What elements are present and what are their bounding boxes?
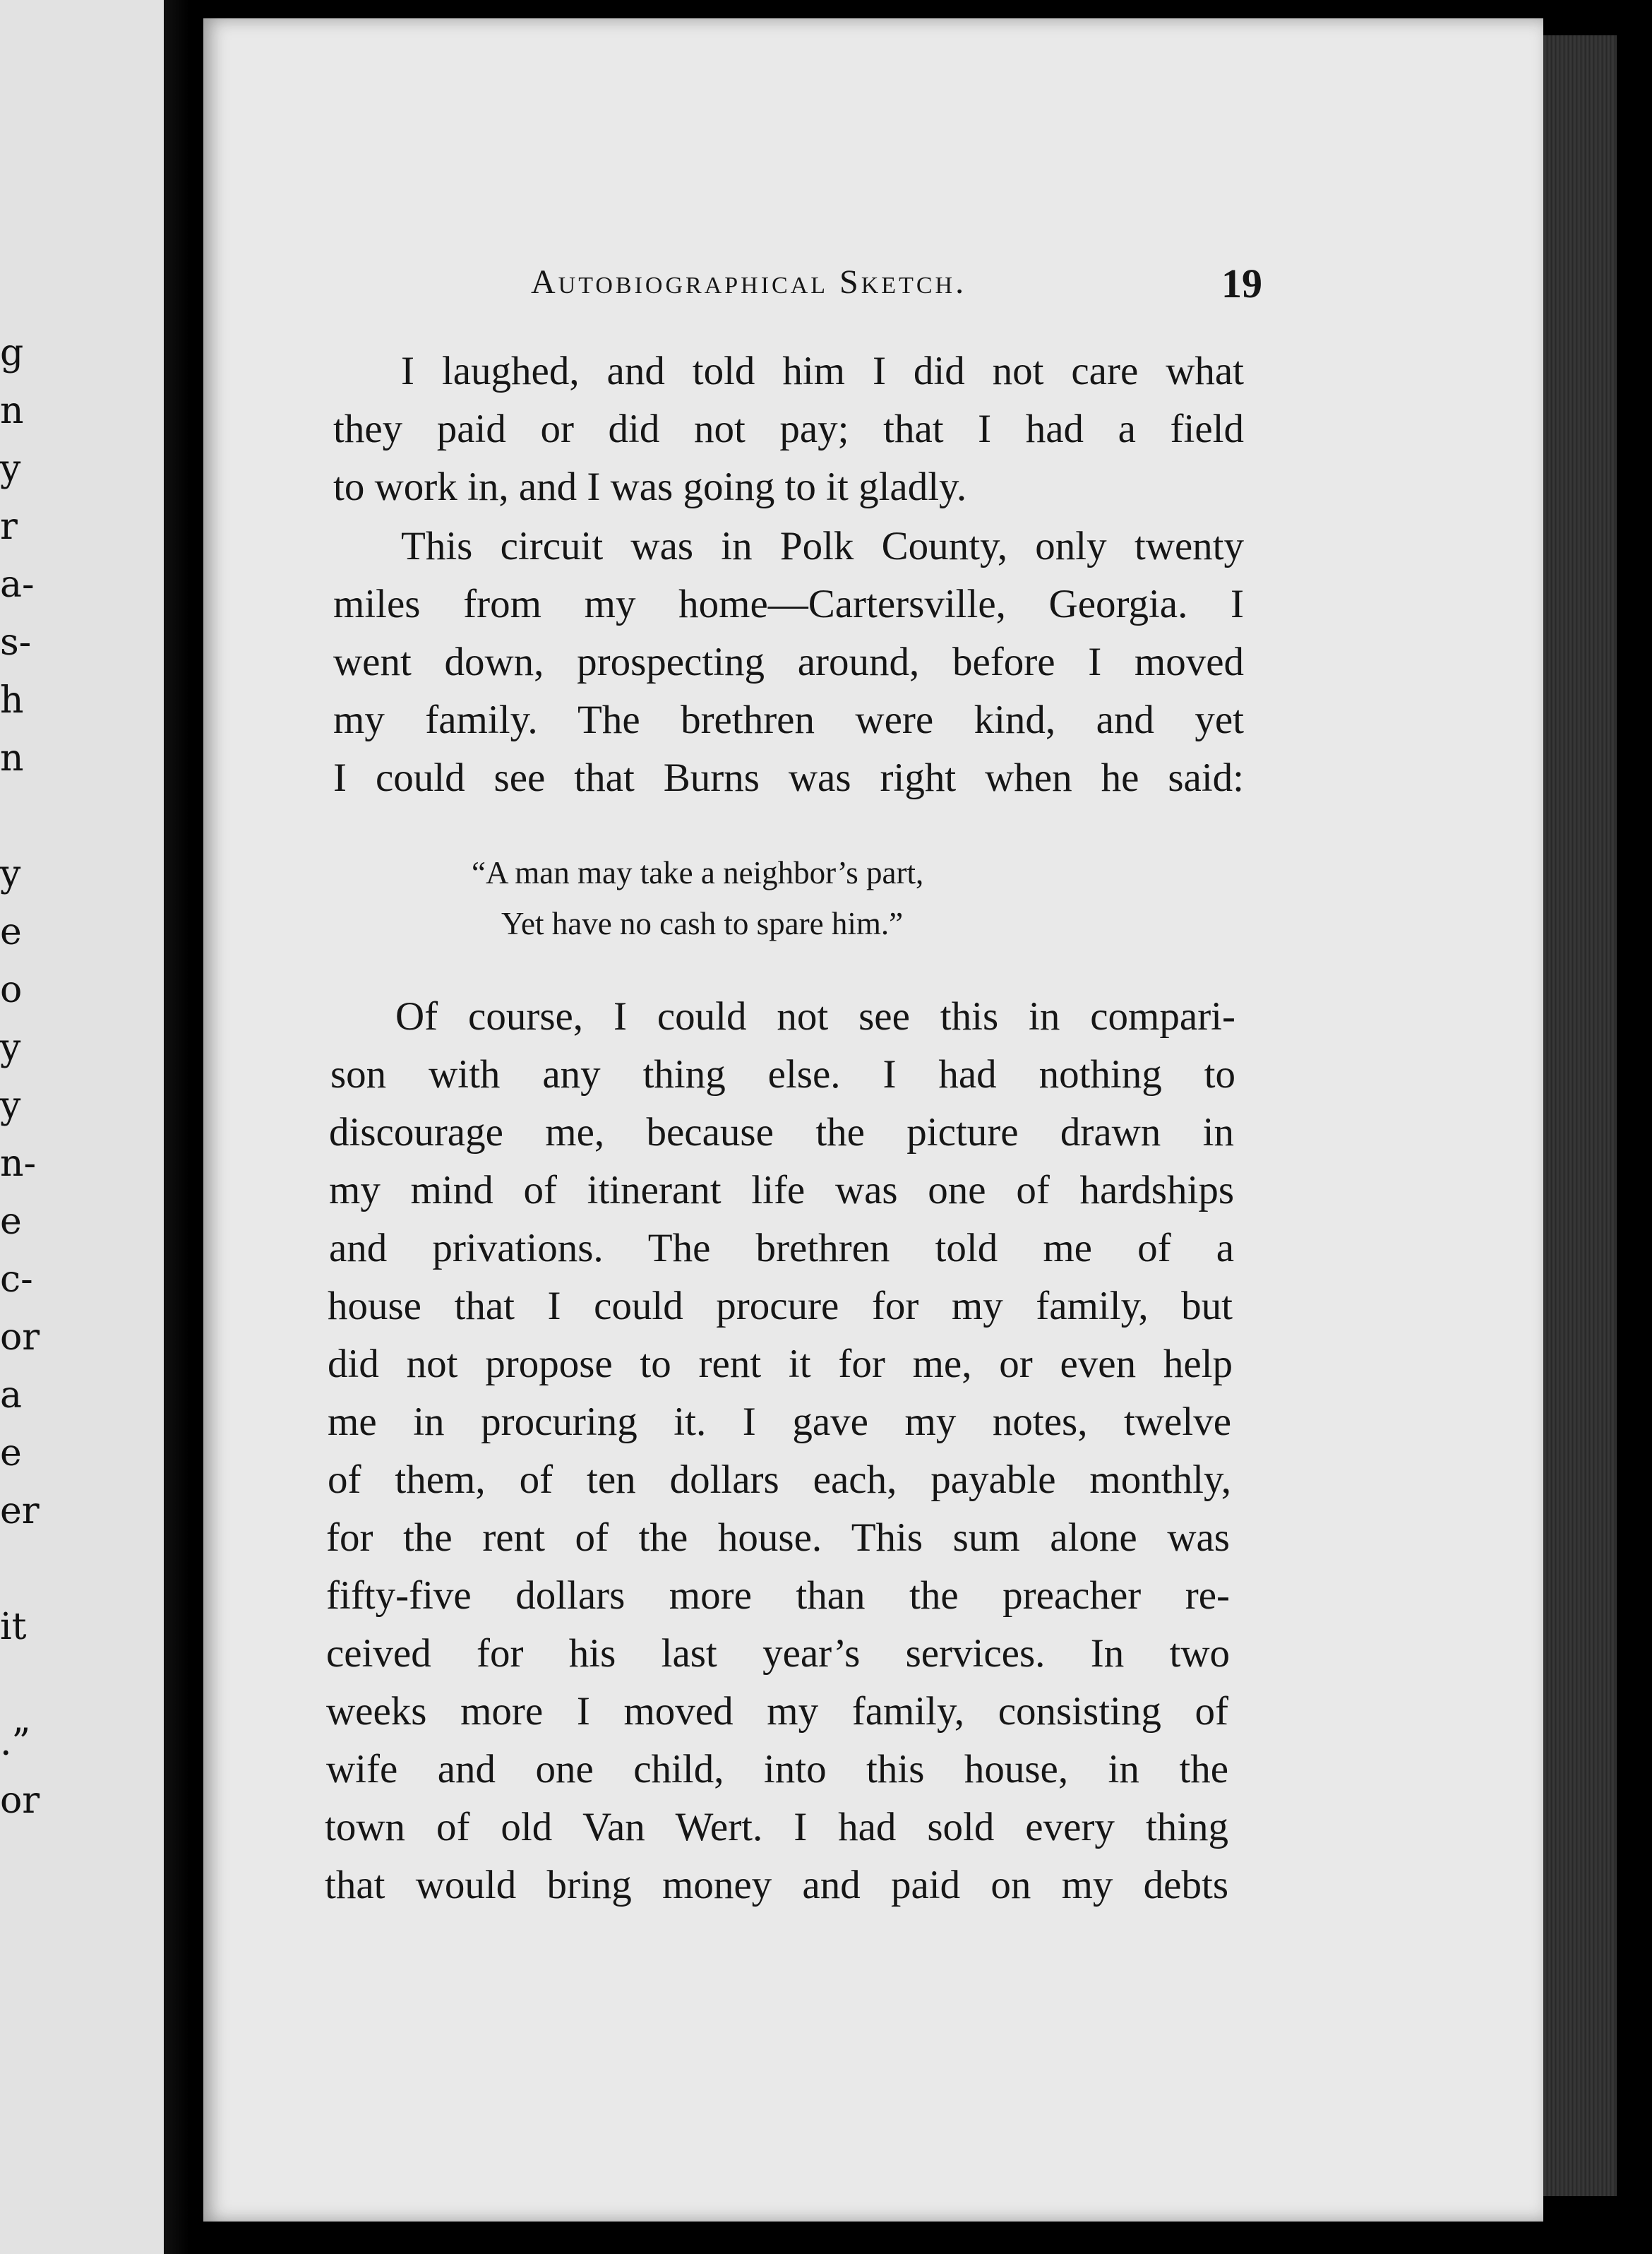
- text-line: me in procuring it. I gave my notes, twelve: [328, 1400, 1231, 1444]
- left-fragment: y: [0, 1027, 21, 1069]
- left-fragment: g: [0, 332, 24, 374]
- gutter-shadow: [164, 0, 206, 2254]
- left-fragment: a: [0, 1374, 23, 1417]
- scan-border: [1617, 0, 1652, 2254]
- running-head: Autobiographical Sketch.: [531, 263, 967, 301]
- left-fragment: y: [0, 448, 21, 490]
- verse-line: “A man may take a neighbor’s part,: [472, 855, 924, 890]
- text-line: did not propose to rent it for me, or even help: [328, 1342, 1233, 1386]
- text-line: that would bring money and paid on my debts: [325, 1863, 1228, 1907]
- left-fragment: n: [0, 390, 24, 432]
- text-line: house that I could procure for my family, but: [328, 1284, 1233, 1328]
- left-fragment: n: [0, 737, 24, 780]
- text-line: to work in, and I was going to it gladly.: [333, 465, 967, 509]
- text-line: weeks more I moved my family, consisting of: [326, 1689, 1228, 1734]
- text-line: they paid or did not pay; that I had a field: [333, 407, 1244, 451]
- left-fragment: er: [0, 1490, 40, 1532]
- left-fragment: e: [0, 911, 22, 953]
- left-fragment: y: [0, 853, 21, 895]
- left-fragment: a-: [0, 564, 35, 606]
- text-line: I could see that Burns was right when he said:: [333, 756, 1244, 800]
- left-fragment: r: [0, 506, 18, 548]
- text-line: ceived for his last year’s services. In two: [326, 1631, 1230, 1676]
- left-fragment: c-: [0, 1258, 33, 1301]
- text-line: town of old Van Wert. I had sold every thing: [325, 1805, 1228, 1849]
- left-fragment: .”: [0, 1722, 31, 1764]
- page-number: 19: [1221, 261, 1262, 306]
- left-fragment: o: [0, 969, 23, 1011]
- text-line: This circuit was in Polk County, only twenty: [401, 524, 1244, 568]
- verse-line: Yet have no cash to spare him.”: [501, 906, 904, 941]
- left-fragment: it: [0, 1606, 27, 1648]
- left-fragment: or: [0, 1316, 40, 1359]
- left-fragment: e: [0, 1200, 22, 1243]
- left-fragment: e: [0, 1432, 22, 1474]
- text-line: I laughed, and told him I did not care what: [401, 349, 1244, 393]
- left-fragment: h: [0, 679, 24, 722]
- text-line: miles from my home—Cartersville, Georgia. I: [333, 582, 1244, 626]
- text-line: wife and one child, into this house, in the: [326, 1747, 1228, 1791]
- text-line: and privations. The brethren told me of a: [329, 1226, 1234, 1270]
- text-line: for the rent of the house. This sum alone was: [326, 1515, 1230, 1560]
- page-edges: [1543, 35, 1617, 2196]
- left-fragment: n-: [0, 1143, 37, 1185]
- text-line: my mind of itinerant life was one of hardships: [329, 1168, 1234, 1212]
- text-line: my family. The brethren were kind, and yet: [333, 698, 1244, 742]
- text-line: fifty-five dollars more than the preacher re-: [326, 1573, 1230, 1618]
- left-fragment: or: [0, 1779, 40, 1822]
- text-line: discourage me, because the picture drawn in: [329, 1110, 1234, 1155]
- left-fragment: s-: [0, 621, 32, 664]
- left-fragment: y: [0, 1085, 21, 1127]
- text-line: went down, prospecting around, before I moved: [333, 640, 1244, 684]
- text-line: Of course, I could not see this in compari-: [395, 994, 1235, 1039]
- text-line: son with any thing else. I had nothing to: [330, 1052, 1235, 1097]
- left-facing-page: [0, 0, 164, 2254]
- text-line: of them, of ten dollars each, payable monthly,: [328, 1457, 1231, 1502]
